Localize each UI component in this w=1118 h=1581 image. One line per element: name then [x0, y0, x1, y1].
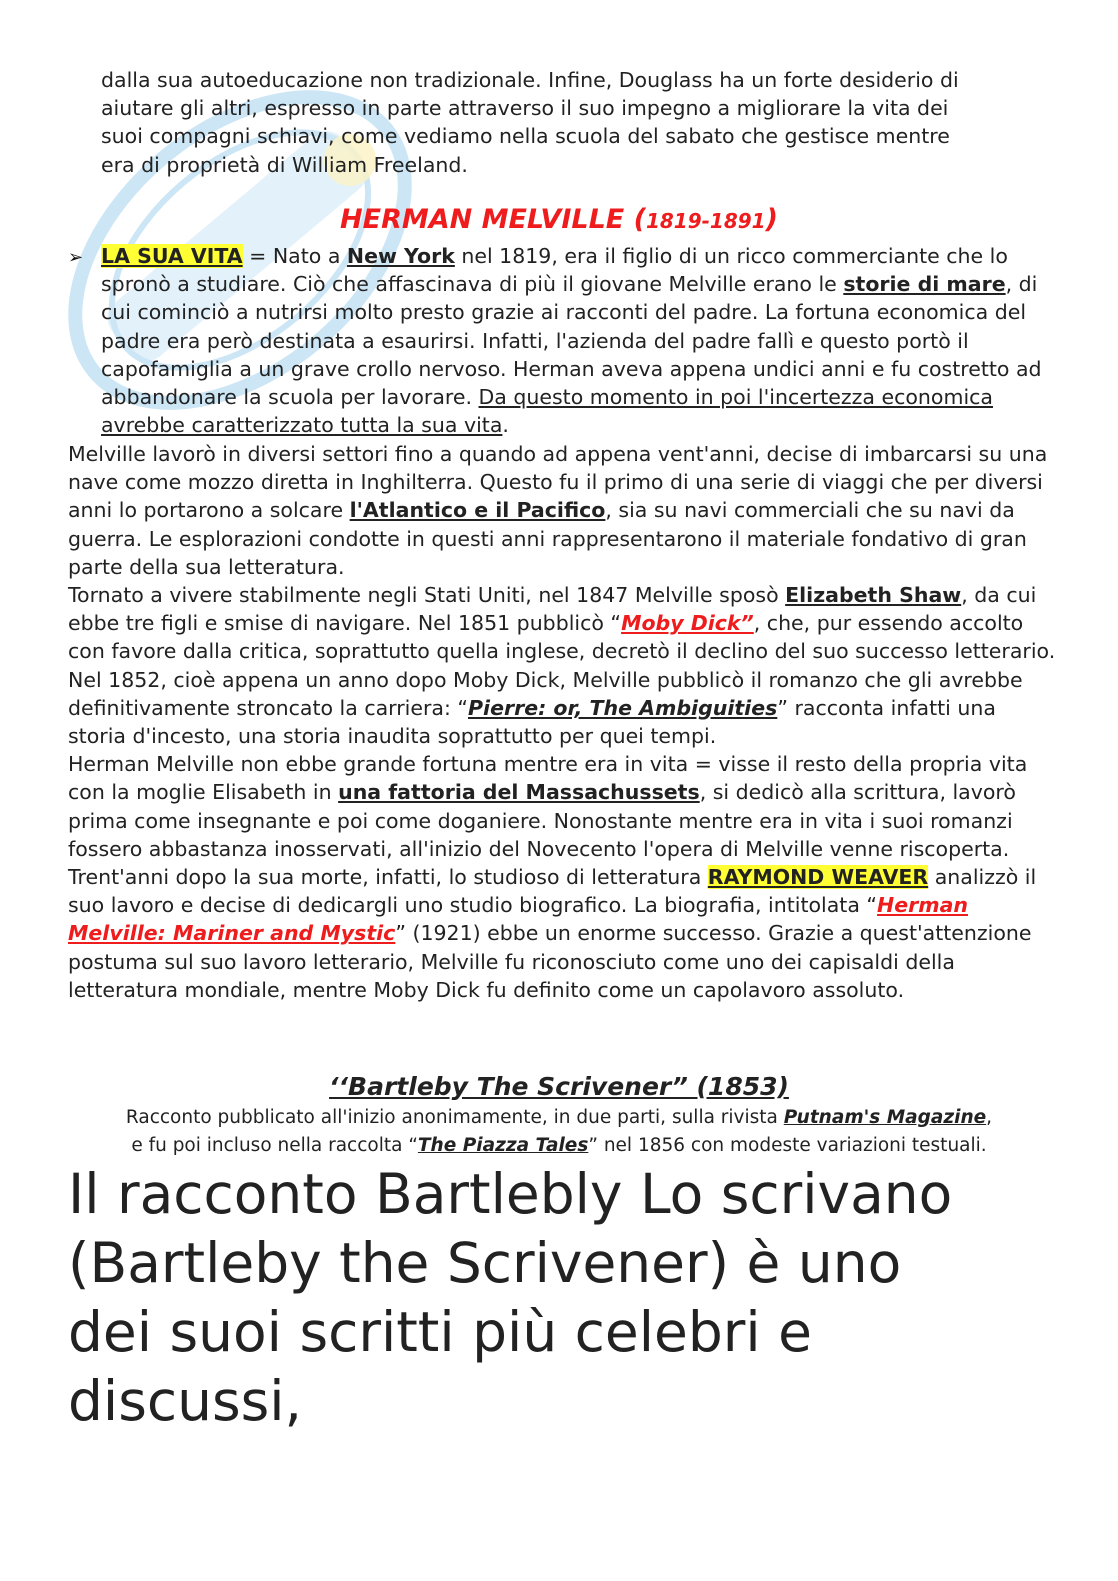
oceans-phrase: l'Atlantico e il Pacifico — [349, 498, 606, 523]
text-run: Melville lavorò in diversi settori fino a quando ad appena vent'anni, decise di imbarcarsi su una nave come mozzo diretta in Inghilterra. Questo fu il primo di una serie di viaggi che per diversi anni lo portarono a solcare — [68, 442, 1048, 523]
paragraph-travels — [68, 440, 1058, 581]
elizabeth-shaw: Elizabeth Shaw — [785, 583, 962, 608]
bartleby-intro — [0, 1104, 1118, 1160]
vita-label: LA SUA VITA — [101, 244, 243, 268]
moby-dick-title: Moby Dick” — [621, 611, 754, 636]
text-run: , si dedicò alla scrittura, lavorò prima come insegnante e poi come doganiere. Nonostante mentre era in vita i suoi romanzi fossero abbastanza inosservati, all'inizio del Novecento l'opera di Melville venne riscoperta. Trent'anni dopo la sua morte, infatti, lo studioso di letteratura — [68, 780, 1016, 890]
intro-line: dalla sua autoeducazione non tradizionale. Infine, Douglass ha un forte desiderio di — [101, 68, 959, 92]
farm-phrase: una fattoria del Massachussets — [338, 780, 700, 805]
intro-line: suoi compagni schiavi, come vediamo nella scuola del sabato che gestisce mentre — [101, 124, 950, 149]
new-york-link: New York — [346, 244, 455, 268]
large-line: (Bartleby the Scrivener) è uno — [68, 1231, 902, 1295]
text-run: , da cui ebbe tre figli e smise di navigare. Nel 1851 pubblicò “ — [68, 583, 1037, 636]
incertezza-phrase: Da questo momento in poi l'incertezza economica avrebbe caratterizzato tutta la sua vita — [101, 385, 993, 438]
large-line: dei suoi scritti più celebri e — [68, 1300, 812, 1364]
large-line: discussi, — [68, 1369, 303, 1433]
text-run: Herman Melville non ebbe grande fortuna mentre era in vita = visse il resto della propria vita con la moglie Elisabeth in — [68, 752, 1028, 805]
text-run: Racconto pubblicato all'inizio anonimamente, in due parti, sulla rivista — [125, 1107, 784, 1128]
title-years: 1819-1891 — [645, 209, 766, 233]
biography-title: Herman Melville: Mariner and Mystic — [68, 893, 969, 946]
bartleby-heading: ‘‘Bartleby The Scrivener” (1853) — [329, 1072, 789, 1101]
title-name: HERMAN MELVILLE — [340, 204, 634, 235]
text-run: , — [986, 1107, 993, 1128]
text-run: , che, pur essendo accolto con favore dalla critica, soprattutto quella inglese, decretò il declino del suo successo letterario. Nel 1852, cioè appena un anno dopo Moby Dick, Melville pubblicò il romanzo che gli avrebbe definitivamente stroncato la carriera: “ — [68, 611, 1056, 720]
title-paren-close: ) — [765, 204, 778, 235]
text-run: ” racconta infatti una storia d'incesto, una storia inaudita soprattutto per quei tempi. — [68, 695, 996, 749]
intro-paragraph — [101, 66, 1061, 179]
text-run: = Nato a — [242, 244, 347, 268]
text-run: e fu poi incluso nella raccolta “ — [131, 1135, 418, 1156]
page-title — [0, 204, 1118, 235]
piazza-tales: The Piazza Tales — [417, 1135, 589, 1156]
text-run: . — [502, 413, 509, 438]
pierre-title: Pierre: or, The Ambiguities — [468, 695, 778, 720]
text-run: ” nel 1856 con modeste variazioni testuali. — [588, 1135, 987, 1156]
title-paren-open: ( — [633, 204, 646, 235]
text-run: , di cui cominciò a nutrirsi molto presto grazie ai racconti del padre. La fortuna economica del padre era però destinata a esaurirsi. Infatti, l'azienda del padre fallì e questo portò il capofamiglia a un grave crollo nervoso. Herman aveva appena undici anni e fu costretto ad abbandonare la scuola per lavorare. — [101, 272, 1042, 410]
raymond-weaver: RAYMOND WEAVER — [707, 865, 929, 890]
text-run: , sia su navi commerciali che su navi da guerra. Le esplorazioni condotte in questi anni rappresentarono il materiale fondativo di gran parte della sua letteratura. — [68, 498, 1027, 579]
text-run: Tornato a vivere stabilmente negli Stati Uniti, nel 1847 Melville sposò — [68, 583, 786, 608]
paragraph-later-life — [68, 750, 1058, 1004]
text-run: nel 1819, era il figlio di un ricco commerciante che lo spronò a studiare. Ciò che affascinava di più il giovane Melville erano le — [101, 244, 1008, 297]
storie-di-mare: storie di mare — [843, 272, 1006, 297]
large-line: Il racconto Bartlebly Lo scrivano — [68, 1162, 953, 1226]
intro-line: aiutare gli altri, espresso in parte attraverso il suo impegno a migliorare la vita dei — [101, 96, 949, 121]
text-run: analizzò il suo lavoro e decise di dedicargli uno studio biografico. La biografia, intitolata “ — [68, 865, 1037, 918]
putnam-magazine: Putnam's Magazine — [783, 1107, 987, 1128]
large-text-block — [68, 1160, 1068, 1436]
paragraph-marriage — [68, 581, 1058, 750]
arrow-bullet-icon: ➢ — [68, 247, 84, 268]
vita-paragraph — [68, 242, 1061, 439]
intro-line: era di proprietà di William Freeland. — [101, 152, 468, 177]
text-run: ” (1921) ebbe un enorme successo. Grazie a quest'attenzione postuma sul suo lavoro letterario, Melville fu riconosciuto come uno dei capisaldi della letteratura mondiale, mentre Moby Dick fu definito come un capolavoro assoluto. — [68, 921, 1032, 1002]
body-paragraphs — [68, 440, 1058, 1004]
